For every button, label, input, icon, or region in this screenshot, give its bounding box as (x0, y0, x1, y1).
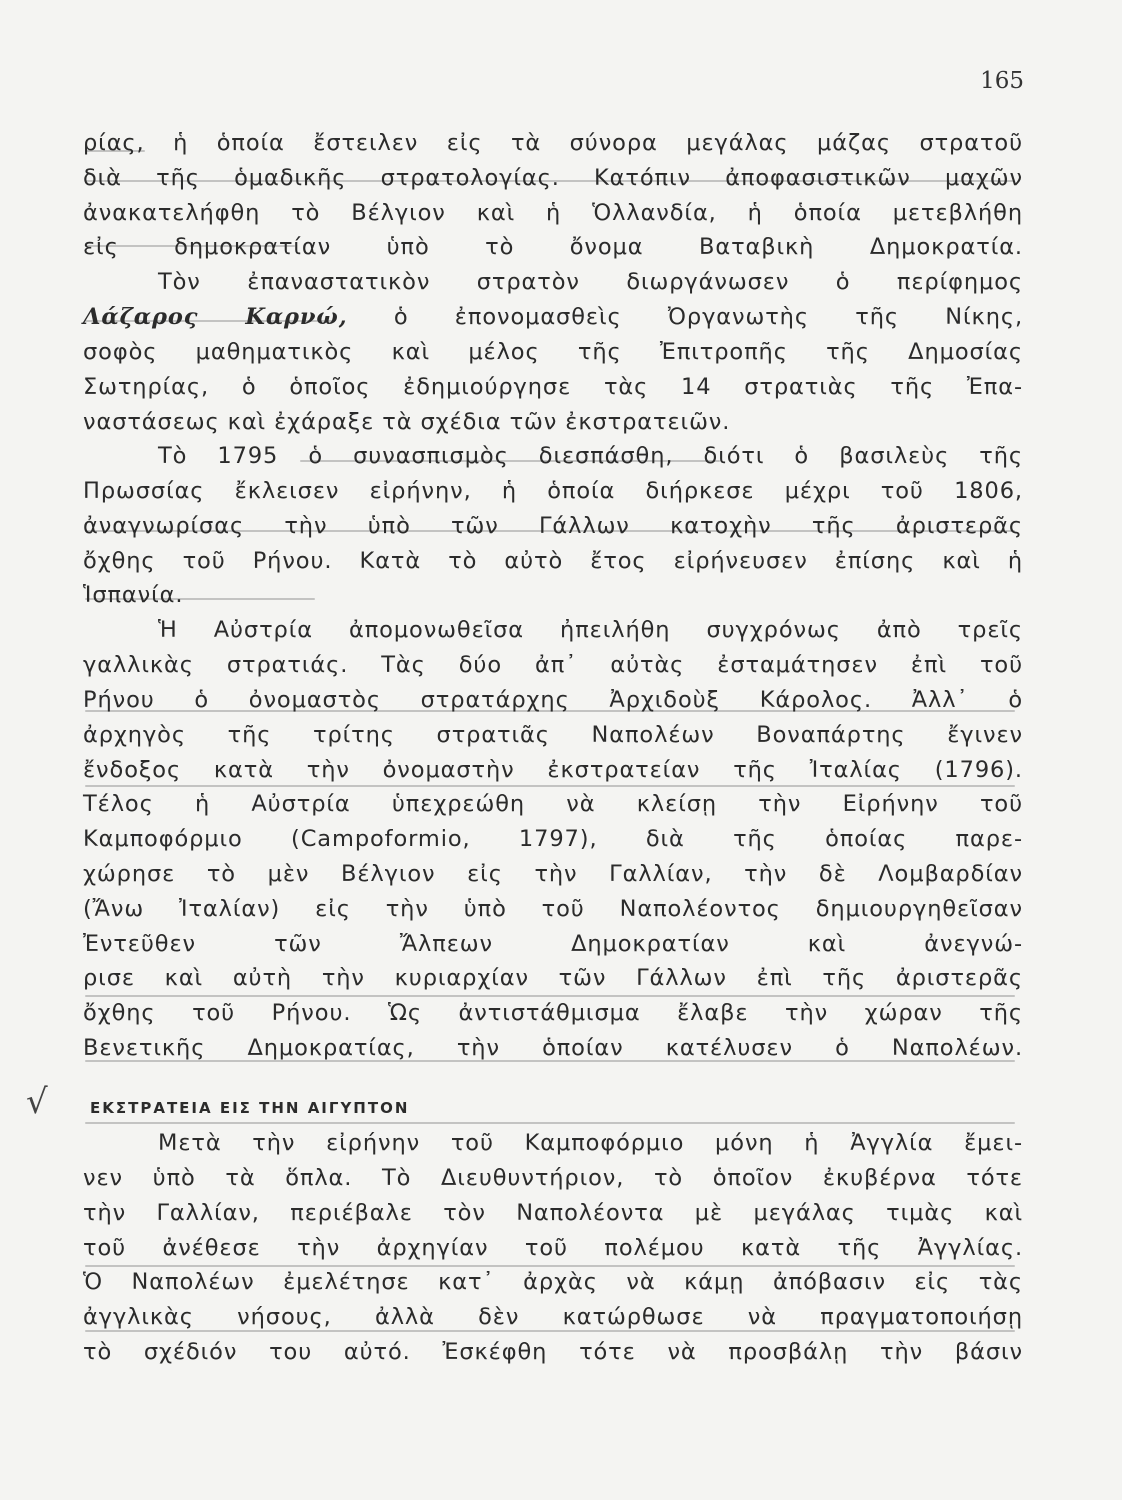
text-span: ὁ ἐπονομασθεὶς Ὀργανωτὴς τῆς Νίκης, (347, 304, 1024, 330)
text-line: τὸ σχέδιόν του αὐτό. Ἐσκέφθη τότε νὰ προσβάλῃ τὴν βάσιν (83, 1339, 1023, 1365)
text-line: Πρωσσίας ἔκλεισεν εἰρήνην, ἡ ὁποία διήρκεσε μέχρι τοῦ 1806, (83, 478, 1023, 504)
pencil-underline (85, 785, 1015, 787)
text-line (83, 302, 1023, 332)
text-line: ἀνακατελήφθη τὸ Βέλγιον καὶ ἡ Ὁλλανδία, ἡ ὁποία μετεβλήθη (83, 200, 1023, 226)
text-line: ρισε καὶ αὐτὴ τὴν κυριαρχίαν τῶν Γάλλων ἐπὶ τῆς ἀριστερᾶς (83, 965, 1023, 991)
text-line: διὰ τῆς ὁμαδικῆς στρατολογίας. Κατόπιν ἀποφασιστικῶν μαχῶν (83, 165, 1023, 191)
text-line: Βενετικῆς Δημοκρατίας, τὴν ὁποίαν κατέλυσεν ὁ Ναπολέων. (83, 1035, 1023, 1061)
text-line: τοῦ ἀνέθεσε τὴν ἀρχηγίαν τοῦ πολέμου κατὰ τῆς Ἀγγλίας. (83, 1235, 1023, 1261)
text-line: σοφὸς μαθηματικὸς καὶ μέλος τῆς Ἐπιτροπῆς τῆς Δημοσίας (83, 339, 1023, 365)
text-line: ρίας, ἡ ὁποία ἔστειλεν εἰς τὰ σύνορα μεγάλας μάζας στρατοῦ (83, 130, 1023, 156)
text-line: Ἡ Αὐστρία ἀπομονωθεῖσα ἠπειλήθη συγχρόνως ἀπὸ τρεῖς (158, 617, 1023, 643)
pencil-underline (85, 995, 1015, 997)
text-line: ἔνδοξος κατὰ τὴν ὀνομαστὴν ἐκστρατείαν τῆς Ἰταλίας (1796). (83, 757, 1023, 783)
text-line: Τὸ 1795 ὁ συνασπισμὸς διεσπάσθη, διότι ὁ βασιλεὺς τῆς (158, 443, 1023, 469)
text-line: Ρήνου ὁ ὀνομαστὸς στρατάρχης Ἀρχιδοὺξ Κάρολος. Ἀλλ᾿ ὁ (83, 687, 1023, 713)
text-line: εἰς δημοκρατίαν ὑπὸ τὸ ὄνομα Βαταβικὴ Δημοκρατία. (83, 234, 1023, 260)
text-line: Καμποφόρμιο (Campoformio, 1797), διὰ τῆς ὁποίας παρε- (83, 826, 1023, 852)
text-line: τὴν Γαλλίαν, περιέβαλε τὸν Ναπολέοντα μὲ μεγάλας τιμὰς καὶ (83, 1200, 1023, 1226)
text-line: ἀναγνωρίσας τὴν ὑπὸ τῶν Γάλλων κατοχὴν τῆς ἀριστερᾶς (83, 513, 1023, 539)
text-line: Τὸν ἐπαναστατικὸν στρατὸν διωργάνωσεν ὁ περίφημος (158, 269, 1023, 295)
bold-name: Λάζαρος Καρνώ, (83, 304, 348, 330)
text-line: ὄχθης τοῦ Ρήνου. Ὡς ἀντιστάθμισμα ἔλαβε τὴν χώραν τῆς (83, 1000, 1023, 1026)
text-line: Ἐντεῦθεν τῶν Ἄλπεων Δημοκρατίαν καὶ ἀνεγνώ- (83, 931, 1023, 957)
text-line: (Ἄνω Ἰταλίαν) εἰς τὴν ὑπὸ τοῦ Ναπολέοντος δημιουργηθεῖσαν (83, 896, 1023, 922)
text-line: ὄχθης τοῦ Ρήνου. Κατὰ τὸ αὐτὸ ἔτος εἰρήνευσεν ἐπίσης καὶ ἡ (83, 548, 1023, 574)
text-line: Ὁ Ναπολέων ἐμελέτησε κατ᾿ ἀρχὰς νὰ κάμῃ ἀπόβασιν εἰς τὰς (83, 1269, 1023, 1295)
text-line: Σωτηρίας, ὁ ὁποῖος ἐδημιούργησε τὰς 14 στρατιὰς τῆς Ἐπα- (83, 374, 1023, 400)
text-line: ἀρχηγὸς τῆς τρίτης στρατιᾶς Ναπολέων Βοναπάρτης ἔγινεν (83, 722, 1023, 748)
text-line: Μετὰ τὴν εἰρήνην τοῦ Καμποφόρμιο μόνη ἡ Ἀγγλία ἔμει- (158, 1130, 1023, 1156)
text-line: ναστάσεως καὶ ἐχάραξε τὰ σχέδια τῶν ἐκστρατειῶν. (83, 409, 731, 435)
text-line: Ἱσπανία. (83, 582, 184, 608)
section-heading: ΕΚΣΤΡΑΤΕΙΑ ΕΙΣ ΤΗΝ ΑΙΓΥΠΤΟΝ (90, 1099, 410, 1117)
text-line: Τέλος ἡ Αὐστρία ὑπεχρεώθη νὰ κλείσῃ τὴν Εἰρήνην τοῦ (83, 791, 1023, 817)
text-line: χώρησε τὸ μὲν Βέλγιον εἰς τὴν Γαλλίαν, τὴν δὲ Λομβαρδίαν (83, 861, 1023, 887)
text-line: ἀγγλικὰς νήσους, ἀλλὰ δὲν κατώρθωσε νὰ πραγματοποιήσῃ (83, 1304, 1023, 1330)
page-number: 165 (980, 68, 1024, 94)
text-line: νεν ὑπὸ τὰ ὅπλα. Τὸ Διευθυντήριον, τὸ ὁποῖον ἐκυβέρνα τότε (83, 1165, 1023, 1191)
checkmark-margin-icon: √ (26, 1082, 48, 1122)
text-line: γαλλικὰς στρατιάς. Τὰς δύο ἀπ᾿ αὐτὰς ἐσταμάτησεν ἐπὶ τοῦ (83, 652, 1023, 678)
